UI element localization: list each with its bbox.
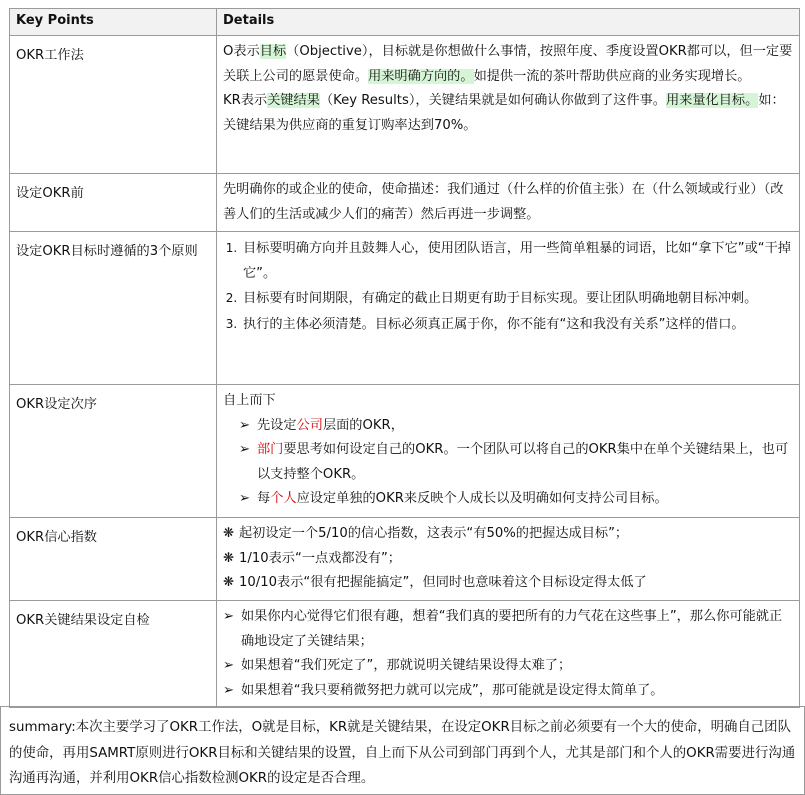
row-key-confidence-index: OKR信心指数 — [10, 518, 217, 601]
row-key-before-okr: 设定OKR前 — [10, 174, 217, 232]
asterisk-bullet-icon: ❋ — [223, 526, 235, 541]
list-item: ➢ 如果想着“我只要稍微努把力就可以完成”，那可能就是设定得太简单了。 — [223, 679, 793, 704]
highlight-direction: 用来明确方向的。 — [368, 68, 474, 84]
table-row — [10, 385, 800, 518]
row-details-before-okr: 先明确你的或企业的使命，使命描述：我们通过（什么样的价值主张）在（什么领域或行业）（改善人们的生活或减少人们的痛苦）然后再进一步调整。 — [217, 174, 800, 232]
header-details: Details — [217, 9, 800, 36]
order-list — [223, 414, 793, 512]
list-item: ❋ 10/10表示“很有把握能搞定”，但同时也意味着这个目标设定得太低了 — [223, 571, 793, 596]
row-details-okr-method — [217, 36, 800, 174]
emphasis-department: 部门 — [257, 442, 284, 457]
arrow-bullet-icon: ➢ — [239, 417, 251, 433]
row-key-three-principles: 设定OKR目标时遵循的3个原则 — [10, 232, 217, 385]
table-row — [10, 601, 800, 708]
row-key-okr-method: OKR工作法 — [10, 36, 217, 174]
list-item: 2. 目标要有时间期限，有确定的截止日期更有助于目标实现。要让团队明确地朝目标冲刺。 — [241, 286, 793, 312]
row-key-okr-order: OKR设定次序 — [10, 385, 217, 518]
table-row — [10, 518, 800, 601]
summary-text: summary:本次主要学习了OKR工作法，O就是目标，KR就是关键结果，在设定OKR目标之前必须要有一个大的使命，明确自己团队的使命，再用SAMRT原则进行OKR目标和关键结果的设置，自上而下从公司到部门再到个人，尤其是部门和个人的OKR需要进行沟通沟通再沟通，并利用OKR信心指数检测OKR的设定是否合理。 — [0, 706, 805, 795]
asterisk-bullet-icon: ❋ — [223, 575, 235, 590]
list-item: 3. 执行的主体必须清楚。目标必须真正属于你，你不能有“这和我没有关系”这样的借口。 — [241, 312, 793, 338]
list-item: ❋ 1/10表示“一点戏都没有”； — [223, 547, 793, 572]
table-header-row — [10, 9, 800, 36]
list-item: 1. 目标要明确方向并且鼓舞人心，使用团队语言，用一些简单粗暴的词语，比如“拿下它”或“干掉它”。 — [241, 236, 793, 286]
highlight-objective: 目标 — [259, 44, 287, 59]
list-item: ❋ 起初设定一个5/10的信心指数，这表示“有50%的把握达成目标”； — [223, 522, 793, 547]
list-item: ➢ 每个人应设定单独的OKR来反映个人成长以及明确如何支持公司目标。 — [239, 487, 793, 512]
order-intro: 自上而下 — [223, 393, 276, 408]
okr-key-points-table — [9, 8, 800, 708]
paragraph-key-results: KR表示关键结果（Key Results），关键结果就是如何确认你做到了这件事。用来量化目标。如：关键结果为供应商的重复订购率达到70%。 — [223, 93, 785, 133]
list-item: ➢ 如果你内心觉得它们很有趣，想着“我们真的要把所有的力气花在这些事上”，那么你可能就正确地设定了关键结果； — [223, 605, 793, 654]
arrow-bullet-icon: ➢ — [239, 491, 251, 506]
list-item: ➢ 如果想着“我们死定了”，那就说明关键结果设得太难了； — [223, 654, 793, 679]
list-item: ➢ 先设定公司层面的OKR， — [239, 414, 793, 439]
emphasis-company: 公司 — [296, 417, 323, 433]
row-details-three-principles — [217, 232, 800, 385]
table-row — [10, 36, 800, 174]
arrow-bullet-icon: ➢ — [223, 682, 235, 698]
highlight-quantify: 用来量化目标。 — [666, 93, 759, 108]
list-item: ➢ 部门要思考如何设定自己的OKR。一个团队可以将自己的OKR集中在单个关键结果上，也可以支持整个OKR。 — [239, 438, 793, 487]
self-check-list — [223, 605, 793, 703]
asterisk-bullet-icon: ❋ — [223, 550, 235, 566]
emphasis-individual: 个人 — [270, 491, 297, 506]
table-row — [10, 232, 800, 385]
header-key-points: Key Points — [10, 9, 217, 36]
row-key-self-check: OKR关键结果设定自检 — [10, 601, 217, 708]
table-row — [10, 174, 800, 232]
row-details-self-check — [217, 601, 800, 708]
row-details-okr-order — [217, 385, 800, 518]
arrow-bullet-icon: ➢ — [223, 658, 235, 673]
paragraph-objective: O表示目标（Objective），目标就是你想做什么事情，按照年度、季度设置OKR都可以，但一定要关联上公司的愿景使命。用来明确方向的。如提供一流的茶叶帮助供应商的业务实现增长。 — [223, 44, 793, 84]
principles-list — [223, 236, 793, 337]
row-details-confidence-index — [217, 518, 800, 601]
confidence-list — [223, 522, 793, 596]
arrow-bullet-icon: ➢ — [239, 442, 251, 457]
highlight-key-results: 关键结果 — [267, 93, 320, 108]
arrow-bullet-icon: ➢ — [223, 609, 235, 624]
